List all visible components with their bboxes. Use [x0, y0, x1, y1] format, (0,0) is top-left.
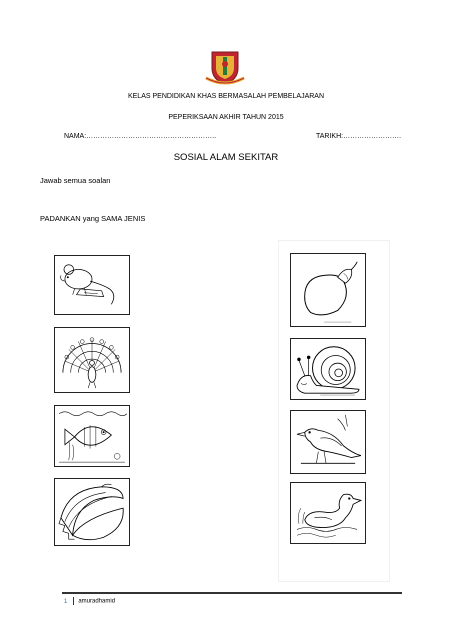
- page-footer: [64, 597, 115, 605]
- picture-box-bird[interactable]: [290, 410, 366, 474]
- subject-title: SOSIAL ALAM SEKITAR: [173, 152, 279, 163]
- date-field: TARIKH:…………………….: [316, 133, 402, 140]
- bird-icon: [291, 411, 365, 473]
- footer-author: amuradhamid: [78, 598, 116, 605]
- picture-box-banana[interactable]: [54, 478, 130, 546]
- peacock-icon: [55, 328, 129, 392]
- picture-box-eggplant[interactable]: [290, 253, 366, 327]
- footer-separator: [73, 597, 74, 605]
- snail-icon: [291, 339, 365, 399]
- banana-icon: [55, 479, 129, 545]
- picture-box-snail[interactable]: [290, 338, 366, 400]
- name-field: NAMA:………………………………………………..: [64, 133, 217, 140]
- picture-box-peacock[interactable]: [54, 327, 130, 393]
- picture-box-duck[interactable]: [290, 482, 366, 544]
- class-title: KELAS PENDIDIKAN KHAS BERMASALAH PEMBELAJARAN: [127, 93, 325, 100]
- picture-box-fish[interactable]: [54, 405, 130, 467]
- duck-icon: [291, 483, 365, 543]
- footer-divider: [62, 592, 402, 594]
- instruction-answer-all: Jawab semua soalan: [40, 176, 111, 185]
- school-crest-icon: [204, 48, 246, 86]
- exam-title: PEPERIKSAAN AKHIR TAHUN 2015: [168, 114, 284, 121]
- instruction-match: PADANKAN yang SAMA JENIS: [40, 214, 146, 223]
- mouse-icon: [55, 256, 129, 314]
- fish-icon: [55, 406, 129, 466]
- page-number: 1: [64, 598, 68, 605]
- picture-box-mouse[interactable]: [54, 255, 130, 315]
- eggplant-icon: [291, 254, 365, 326]
